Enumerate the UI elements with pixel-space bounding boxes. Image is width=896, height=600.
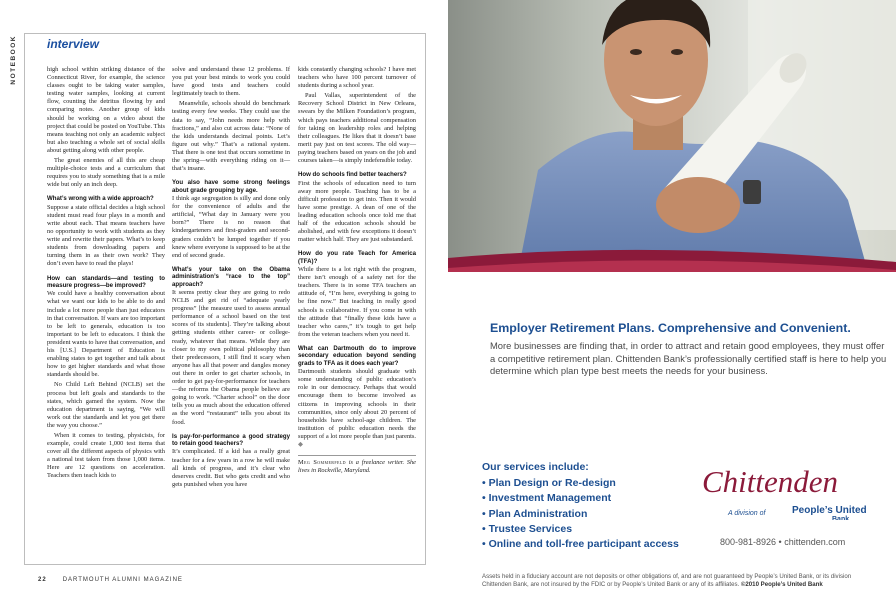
question: What can Dartmouth do to improve secondary education beyond sending grads to TFA as it does each year? <box>298 344 416 367</box>
page-footer <box>38 577 183 583</box>
section-label: NOTEBOOK <box>10 35 17 85</box>
legal-disclaimer <box>482 573 882 589</box>
question: What’s wrong with a wide approach? <box>47 195 154 203</box>
eye-left <box>630 49 642 55</box>
copyright: ©2010 People’s United Bank <box>740 581 823 588</box>
magazine-name: DARTMOUTH ALUMNI MAGAZINE <box>62 577 183 583</box>
article-column-2 <box>172 66 290 491</box>
chittenden-logo <box>702 460 872 520</box>
service-item: • Investment Management <box>482 492 612 505</box>
brand-wordmark: Chittenden <box>702 464 839 499</box>
contact-info: 800-981-8926 • chittenden.com <box>720 537 846 547</box>
eye-right <box>671 49 683 55</box>
article-column-3 <box>298 66 416 477</box>
hand-shape <box>656 177 740 233</box>
paragraph: It seems pretty clear they are going to redo NCLB and get rid of “adequate yearly progress” [the measure used to assess annual performance of a school based on the test scores of its students]. They’re talking about getting students either career- or college-ready, whatever that means. While they are closer to my own political philosophy than their predecessors, I still find it scary when anyone has all that power and dangles money out there in order to get charter schools, in order to get pay-for-performance for teachers—the reforms the Obama people believe are going to work. “Charter school” on the door tells you as much about the education offered as the word “restaurant” tells you about its food. <box>172 289 290 426</box>
paragraph: First the schools of education need to turn away more people. Teaching has to be a difficult profession to get into. Then it would have some prestige. A dean of one of the leading education schools once told me that half of the education schools should be abolished, and with few exceptions it doesn’t matter which half. They are just substandard. <box>298 179 416 244</box>
page-number: 22 <box>38 577 47 583</box>
service-item: • Plan Design or Re-design <box>482 477 616 489</box>
services-list <box>482 476 679 552</box>
parent-brand-sub: Bank <box>832 516 850 520</box>
paragraph: solve and understand these 12 problems. If you put your best minds to work you could have good tests and teachers could legitimately teach to them. <box>172 66 290 98</box>
author-bio-text: is a freelance writer. She lives in Rockville, Maryland. <box>298 459 416 475</box>
watch <box>743 180 761 204</box>
disclaimer-text: Assets held in a fiduciary account are not deposits or other obligations of, and are not guaranteed by People’s United Bank, or its division Chittenden Bank, are not insured by the FDIC or by People’s United Bank or any of its affiliates. <box>482 573 852 588</box>
paragraph: I think age segregation is silly and done only for the convenience of adults and the artificial, “What day in January were you born?” There is no reason that kindergarteners and first-graders and second-graders couldn’t be lumped together if you knew where everyone is supposed to be at the end of second grade. <box>172 195 290 259</box>
end-mark-icon: ◆ <box>298 441 303 448</box>
paragraph: high school within striking distance of the Connecticut River, for example, the science classes ought to be taking water samples, testing water samples, looking at current flow, counting the detritus flowing by and comparing notes. Another group of kids should be working on a video about the project that could be posted on YouTube. This means teaching not only an academic subject but also teaching a whole set of social skills about getting along with other people. <box>47 66 165 154</box>
division-label: A division of <box>728 510 766 517</box>
paragraph: Paul Vallas, superintendent of the Recovery School District in New Orleans, swears by the Milken Foundation’s program, which pays teachers additional compensation for taking on leadership roles and helping their colleagues. He likes that it doesn’t base merit pay just on test scores. The old way—paying teachers based on years on the job and courses taken—is simply indefensible today. <box>298 92 416 165</box>
paragraph: Suppose a state official decides a high school student must read four plays in a month and write about each. That means teachers have no opportunity to work with students as they write and rewrite their papers. What’s to keep students from downloading papers and turning them in as their own work? They don’t even have to read the plays! <box>47 203 165 268</box>
section-tag: interview <box>47 37 100 51</box>
author-bio <box>298 455 416 475</box>
question: What’s your take on the Obama administration’s “race to the top” approach? <box>172 265 290 288</box>
paragraph-text: Dartmouth students should graduate with some understanding of public education’s role in our democracy. Perhaps that would encourage them to become involved as citizens in improving schools in their communities, since only about 20 percent of households have school-age children. The institution of public education needs the support of a lot more people than just parents. <box>298 368 416 440</box>
author-name: Meg Sommerfeld <box>298 459 346 467</box>
service-item: • Trustee Services <box>482 522 573 535</box>
parent-brand: People’s United <box>792 505 867 516</box>
paragraph: The great enemies of all this are cheap multiple-choice tests and a curriculum that requires you to study something that is a mile wide but only an inch deep. <box>47 157 165 189</box>
advertisement-page <box>448 0 896 600</box>
question: You also have some strong feelings about grade grouping by age. <box>172 179 290 194</box>
services-title: Our services include: <box>482 461 589 473</box>
ad-headline: Employer Retirement Plans. Comprehensive and Convenient. <box>490 321 851 335</box>
paragraph: No Child Left Behind (NCLB) set the process but left goals and standards to the states, which gamed the system. Now the education department is saying, “We will work out the standards and let you get there the way you choose.” <box>47 381 165 429</box>
paragraph: While there is a lot right with the program, there isn’t enough of a safety net for the teachers. There is in some TFA teachers an attitude of, “I’m here, everything is going to be fine now.” But teaching in really good schools is collaborative. If you come in with the attitude that “finally these kids have a teacher who cares,” it’s tough to get help from the veteran teachers when you need it. <box>298 266 416 338</box>
paragraph <box>298 368 416 449</box>
ad-body: More businesses are finding that, in order to attract and retain good employees, they must offer a competitive retirement plan. Chittenden Bank’s professionally certified staff is here to help you determine which plan type best meets the needs for your business. <box>490 340 887 377</box>
question: Is pay-for-performance a good strategy to retain good teachers? <box>172 432 290 447</box>
hero-photo <box>448 0 896 272</box>
paragraph: It’s complicated. If a kid has a really great teacher for a few years in a row he will make all kinds of progress, and it’s clear who deserves credit. But who gets credit and who gets punished when you have <box>172 448 290 488</box>
question: How do you rate Teach for America (TFA)? <box>298 250 416 265</box>
question: How do schools find better teachers? <box>298 171 407 179</box>
paragraph: Meanwhile, schools should do benchmark testing every few weeks. They could use the data to say, “John needs more help with fractions,” and also cut across data: “None of the kids understands decimal points. Let’s figure out why.” That’s a rational system. That there is one test that occurs sometime in the spring—with everything riding on it—that’s insane. <box>172 100 290 173</box>
paragraph: kids constantly changing schools? I have met teachers who have 100 percent turnover of students during a school year. <box>298 66 416 90</box>
question: How can standards—and testing to measure progress—be improved? <box>47 274 165 289</box>
paragraph: When it comes to testing, physicists, for example, could create 1,000 test items that cover all the different aspects of physics with a national test taken from those 1,000 items. Here are 12 questions on acceleration. Teachers then teach kids to <box>47 431 165 480</box>
service-item: • Plan Administration <box>482 507 588 520</box>
service-item: • Online and toll-free participant access <box>482 538 679 551</box>
article-column-1 <box>47 66 165 483</box>
paragraph: We could have a healthy conversation about what we want our kids to be able to do and include a lot more people than just educators in that conversation. If wars are too important to be left to generals, education is too important to be left to educators. I think the president wants to have that conversation, and his [U.S.] Department of Education is enabling states to get together and talk about how to get higher standards and what those standards should be. <box>47 290 166 379</box>
